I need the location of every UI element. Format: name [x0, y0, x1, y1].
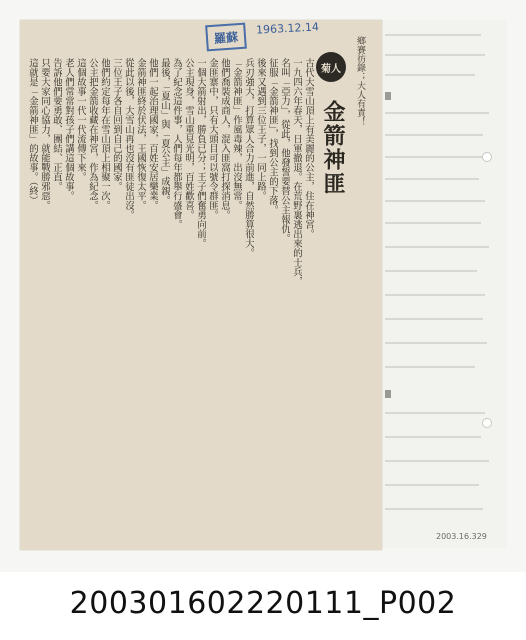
body-column: 金匪寨中，只有大頭目可以號令群匪。: [207, 58, 218, 220]
body-column: 後來又遇到三位王子，一同上路。: [255, 58, 266, 201]
ghost-text-line: [385, 34, 481, 36]
ghost-text-line: [385, 112, 489, 114]
ghost-text-line: [385, 246, 489, 248]
ghost-text-line: [385, 178, 479, 180]
ghost-text-line: [385, 134, 483, 136]
body-column: 征服「金箭神匪」，找到公主的下落。: [267, 58, 278, 215]
body-column: 公主現身，雪山重見光明，百姓歡喜。: [183, 58, 194, 220]
body-column: 名叫「亞力」，從此，他發誓要替公主報仇。: [279, 58, 290, 244]
ghost-marker: [385, 92, 391, 100]
body-column: 他們喬裝成商人，混入匪窩打探消息。: [219, 58, 230, 220]
body-column: 古代大雪山頂上有美麗的公主，住在神宮。: [303, 58, 314, 239]
column-header: 鄉賽彷錄；大人有責！: [355, 36, 365, 126]
ghost-text-line: [385, 508, 483, 510]
ghost-text-line: [385, 412, 485, 414]
ghost-text-line: [385, 222, 481, 224]
body-column: 從此以後，大雪山再也沒有匪徒出沒。: [123, 58, 134, 220]
body-column: 為了紀念這件事，人們每年都舉行盛會。: [171, 58, 182, 229]
ghost-text-line: [385, 74, 475, 76]
body-column: 一個大箭射出，勝負已分；王子們奮勇向前。: [195, 58, 206, 248]
backing-paper: [376, 20, 507, 548]
body-column: 這個故事一代一代流傳下來。: [75, 58, 86, 182]
ghost-text-line: [385, 200, 485, 202]
accession-number: 2003.16.329: [436, 532, 487, 541]
body-column: 兵刃強大，打算眾人合力前進，自然勝算很大。: [243, 58, 254, 258]
body-column: 最後，「夏山」與「夏公主」成親。: [159, 58, 170, 206]
ghost-text-line: [385, 156, 487, 158]
article-body: [24, 58, 314, 538]
handwritten-date: 1963.12.14: [255, 20, 320, 37]
body-column: 一九四六年春天，日軍撤退。在荒野裏逃出來的士兵，: [291, 58, 302, 286]
body-column: 告訴他們要勇敢、團結、正直。: [51, 58, 62, 191]
ghost-marker: [385, 390, 391, 398]
body-column: 公主把金箭收藏在神宮，作為紀念。: [87, 58, 98, 210]
body-column: 他們約定每年在雪山頂上相聚一次。: [99, 58, 110, 210]
body-column: 只要大家同心協力，就能戰勝邪惡。: [39, 58, 50, 210]
body-column: 這就是「金箭神匪」的故事。（終）: [27, 58, 38, 206]
ghost-text-line: [385, 460, 489, 462]
body-column: 「金箭神匪」作風毒辣，出沒無常。: [231, 58, 242, 210]
body-column: 老人們常常對孩子們講這個故事。: [63, 58, 74, 201]
body-column: 他們一起治理國家，百姓安居樂業。: [147, 58, 158, 210]
punch-hole: [482, 152, 492, 162]
article-title: 金箭神匪: [320, 100, 346, 196]
ghost-text-line: [385, 436, 481, 438]
ghost-text-line: [385, 270, 477, 272]
ghost-text-line: [385, 484, 479, 486]
ghost-text-line: [385, 294, 485, 296]
ghost-text-line: [385, 366, 475, 368]
ghost-text-line: [385, 342, 487, 344]
body-column: 三位王子各自回到自己的國家。: [111, 58, 122, 191]
ghost-text-line: [385, 318, 483, 320]
ghost-text-line: [385, 54, 485, 56]
column-emblem: 菊人: [316, 52, 346, 82]
body-column: 金箭神匪終於伏法，王國恢復太平。: [135, 58, 146, 210]
punch-hole: [482, 418, 492, 428]
image-caption: 200301602220111_P002: [69, 586, 457, 621]
archive-stamp: 羅蘇: [205, 23, 247, 52]
